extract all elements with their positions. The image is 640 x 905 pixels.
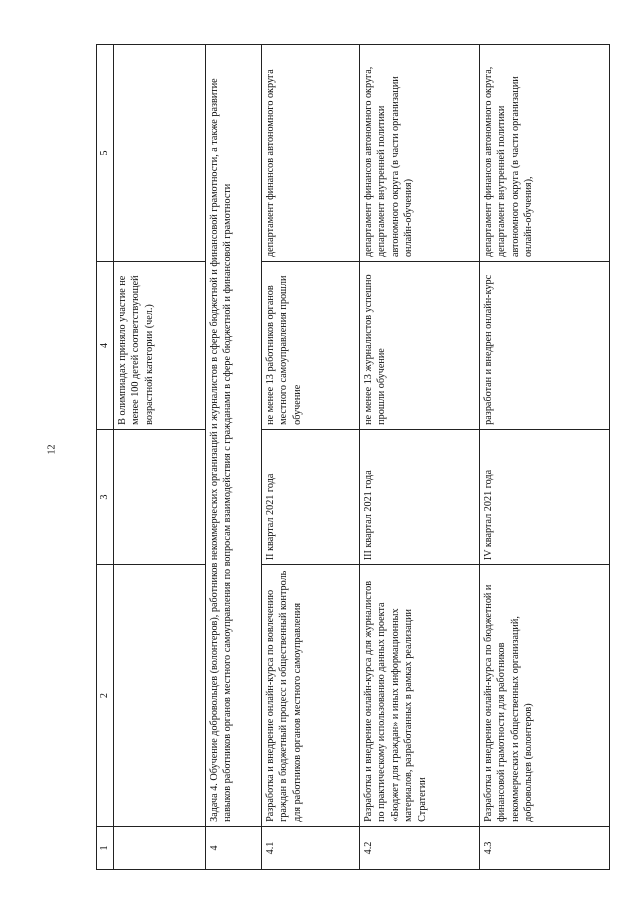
rotated-table-page bbox=[96, 44, 610, 870]
executor-cell: департамент финансов автономного округа bbox=[262, 45, 360, 262]
result-cell: не менее 13 журналистов успешно прошли обучение bbox=[360, 262, 480, 430]
activity-cell: Разработка и внедрение онлайн-курса по вовлечению граждан в бюджетный процесс и общественный контроль для работников органов местного самоуправления bbox=[262, 565, 360, 827]
row-number: 4.3 bbox=[480, 826, 610, 869]
result-cell: В олимпиадах приняло участие не менее 100 детей соответствующей возрастной категории (чел.) bbox=[114, 262, 206, 430]
task-text: Задача 4. Обучение добровольцев (волонтеров), работников некоммерческих организаций и журналистов в сфере бюджетной и финансовой грамотности, а также развитие навыков работников органов местного самоуправления по вопросам взаимодействия с гражданами в сфере бюджетной и финансовой грамотности bbox=[206, 45, 262, 827]
deadline-cell: III квартал 2021 года bbox=[360, 429, 480, 564]
row-number: 4.2 bbox=[360, 826, 480, 869]
result-cell: разработан и внедрен онлайн-курс bbox=[480, 262, 610, 430]
header-cell: 5 bbox=[97, 45, 114, 262]
task-row bbox=[206, 45, 262, 870]
activity-cell: Разработка и внедрение онлайн-курса по бюджетной и финансовой грамотности для работников некоммерческих и общественных организаций, добровольцев (волонтеров) bbox=[480, 565, 610, 827]
row-number: 4.1 bbox=[262, 826, 360, 869]
empty-cell bbox=[114, 565, 206, 827]
result-cell: не менее 13 работников органов местного самоуправления прошли обучение bbox=[262, 262, 360, 430]
deadline-cell: II квартал 2021 года bbox=[262, 429, 360, 564]
activity-cell: Разработка и внедрение онлайн-курса для журналистов по практическому использованию данных проекта «Бюджет для граждан» и иных информационных материалов, разработанных в рамках реализации Стратегии bbox=[360, 565, 480, 827]
empty-cell bbox=[114, 826, 206, 869]
page-number: 12 bbox=[46, 444, 58, 455]
empty-cell bbox=[114, 429, 206, 564]
header-cell: 2 bbox=[97, 565, 114, 827]
header-cell: 3 bbox=[97, 429, 114, 564]
executor-cell: департамент финансов автономного округа, департамент внутренней политики автономного округа (в части организации онлайн-обучения) bbox=[360, 45, 480, 262]
deadline-cell: IV квартал 2021 года bbox=[480, 429, 610, 564]
header-row bbox=[97, 45, 114, 870]
executor-cell bbox=[114, 45, 206, 262]
table-row bbox=[262, 45, 360, 870]
table-row bbox=[360, 45, 480, 870]
table-row bbox=[480, 45, 610, 870]
executor-cell: департамент финансов автономного округа, департамент внутренней политики автономного округа (в части организации онлайн-обучения), bbox=[480, 45, 610, 262]
top-continuation-row bbox=[114, 45, 206, 870]
header-cell: 1 bbox=[97, 826, 114, 869]
plan-table bbox=[96, 44, 610, 870]
header-cell: 4 bbox=[97, 262, 114, 430]
task-number: 4 bbox=[206, 826, 262, 869]
